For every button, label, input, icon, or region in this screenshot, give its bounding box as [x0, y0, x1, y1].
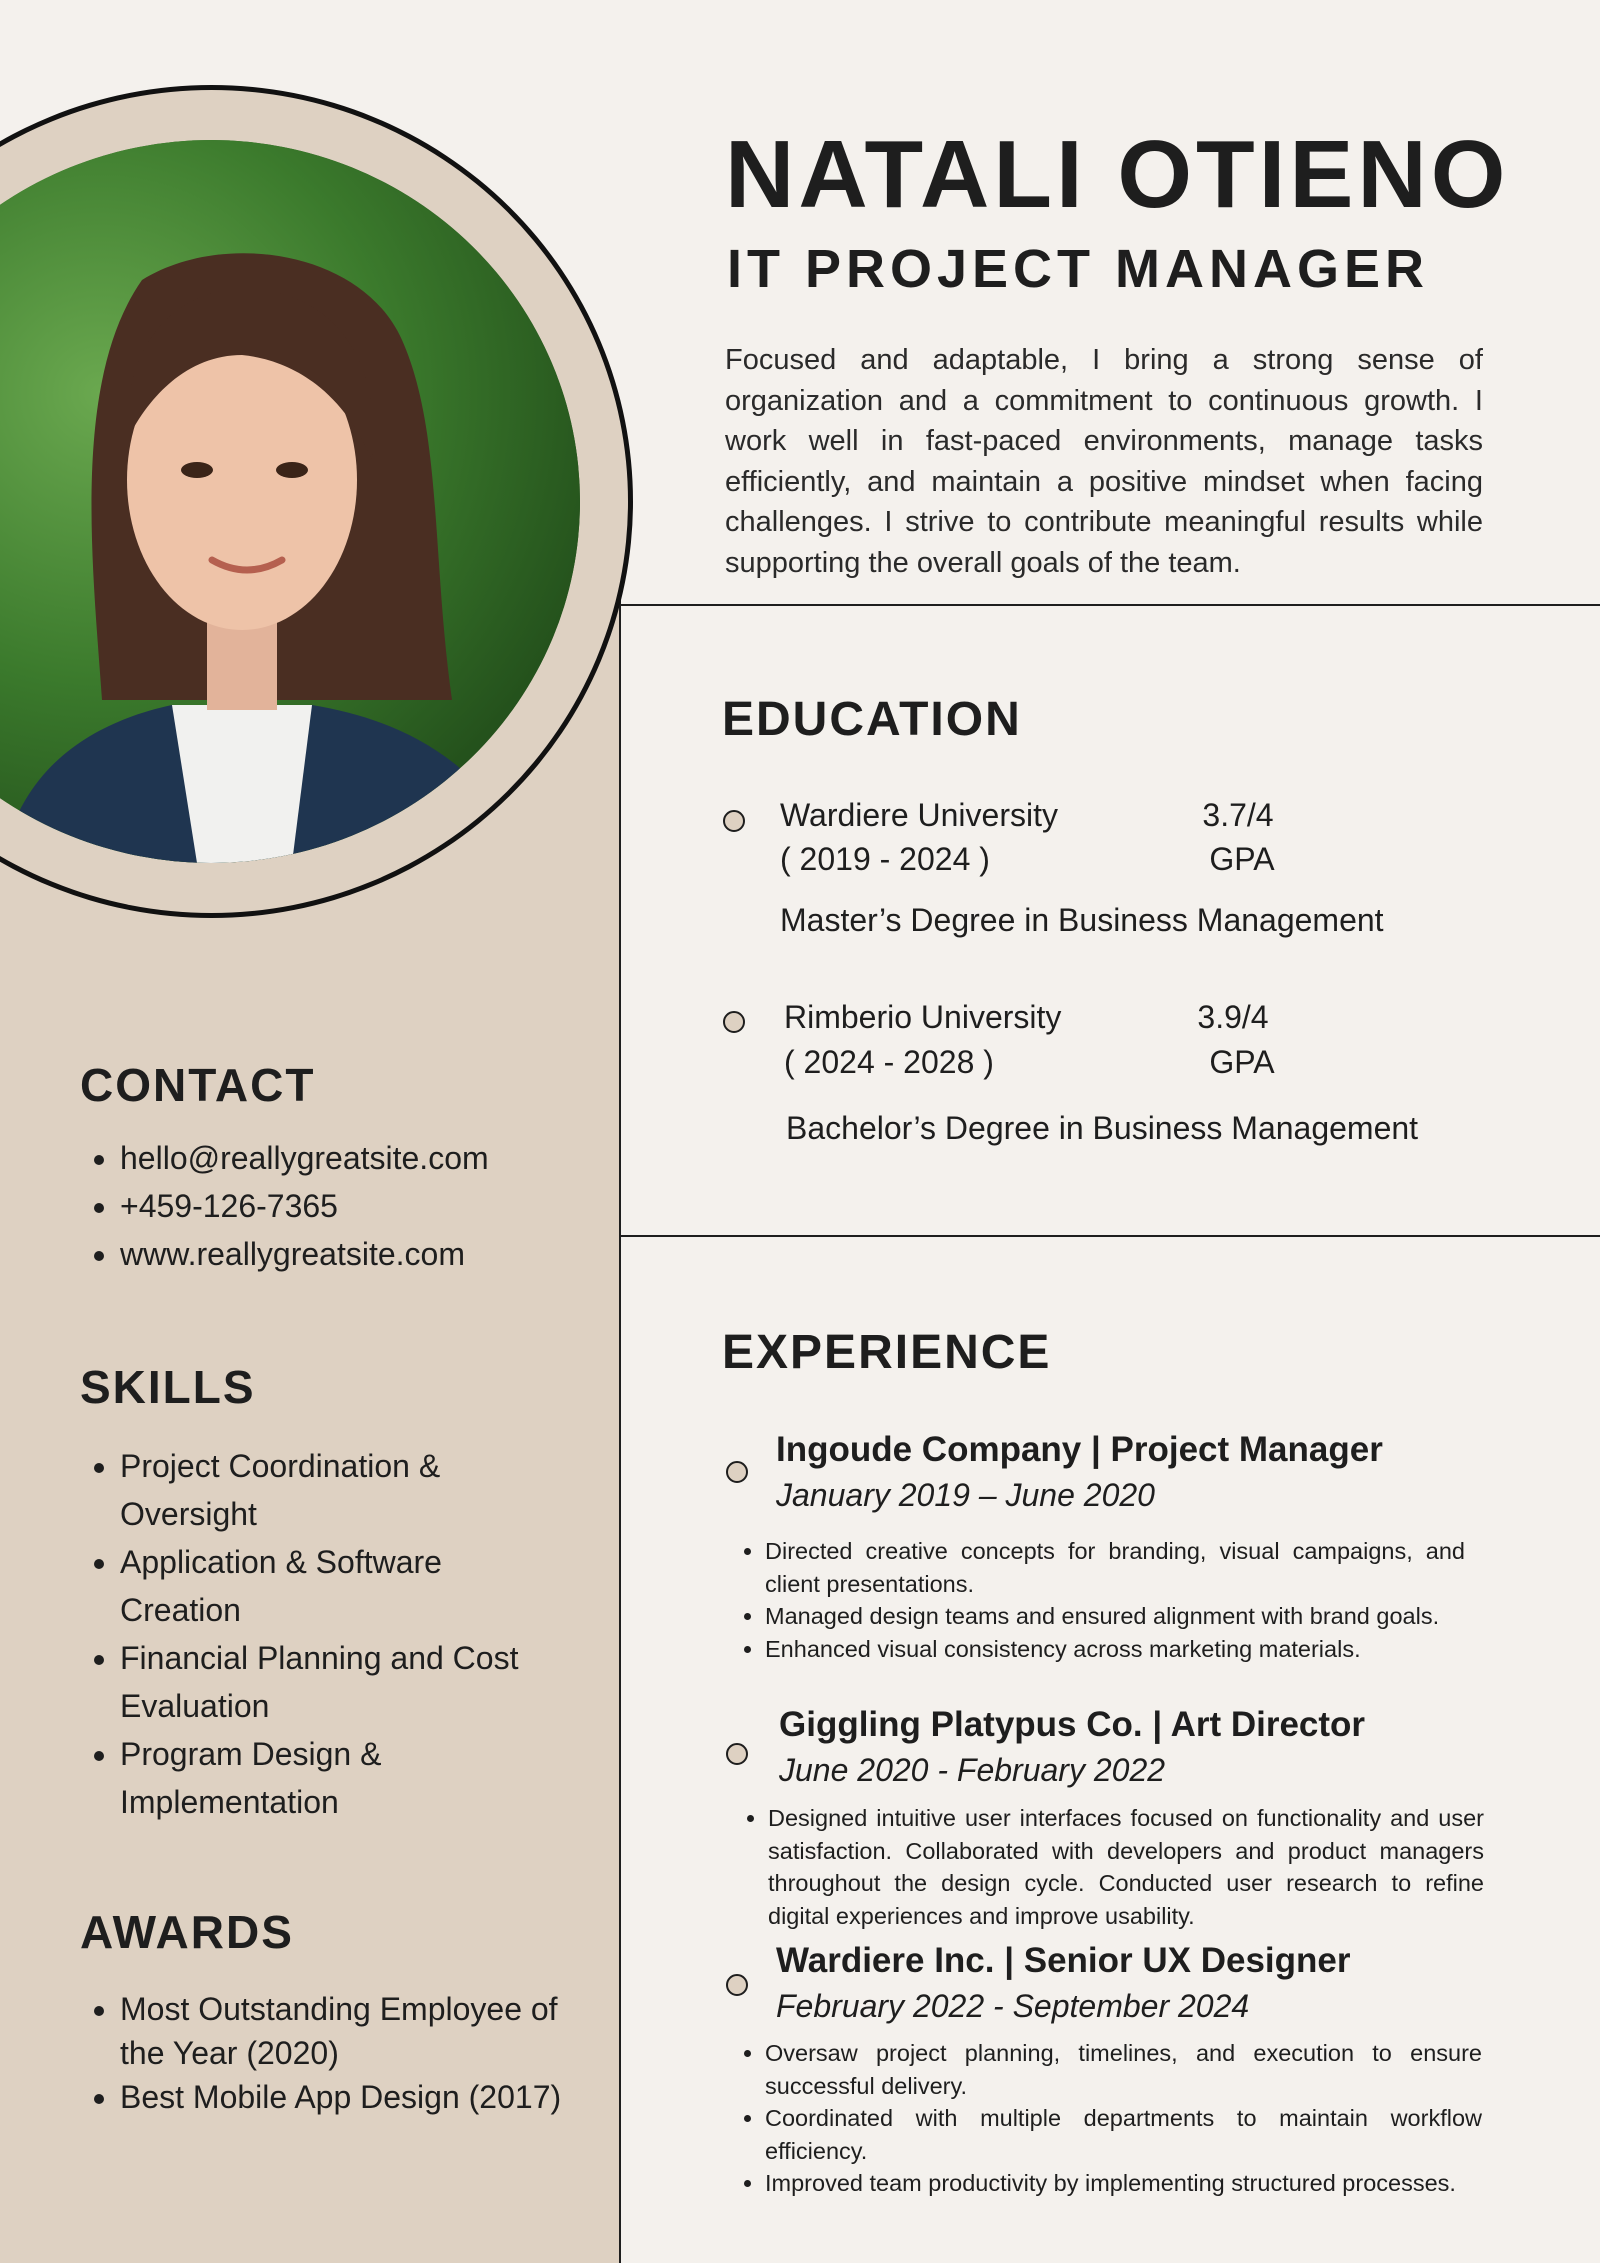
- education-gpa-label: GPA: [1209, 841, 1275, 877]
- job-bullet: • Directed creative concepts for branding, visual campaigns, and client presentations.: [765, 1535, 1465, 1600]
- skill-item: • Financial Planning and Cost Evaluation: [120, 1634, 560, 1730]
- education-bullet-icon: [723, 810, 745, 832]
- education-heading: EDUCATION: [722, 693, 1022, 746]
- experience-bullet-icon: [726, 1974, 748, 1996]
- job-title: Wardiere Inc. | Senior UX Designer: [776, 1941, 1351, 1980]
- job-title: Ingoude Company | Project Manager: [776, 1430, 1383, 1469]
- divider-education: [621, 1235, 1600, 1237]
- job-bullet: • Coordinated with multiple departments to maintain workflow efficiency.: [765, 2102, 1482, 2167]
- job-bullet: • Improved team productivity by implementing structured processes.: [765, 2167, 1482, 2200]
- skill-item: • Project Coordination & Oversight: [120, 1442, 560, 1538]
- skills-heading: SKILLS: [80, 1361, 256, 1413]
- portrait-illustration: [0, 140, 580, 863]
- job-dates: February 2022 - September 2024: [776, 1988, 1250, 2024]
- contact-phone[interactable]: • +459-126-7365: [120, 1182, 600, 1230]
- skill-item: • Program Design & Implementation: [120, 1730, 560, 1826]
- awards-section: [80, 1905, 600, 2119]
- profile-photo: [0, 140, 580, 863]
- divider-header: [621, 604, 1600, 606]
- profile-photo-frame: [0, 85, 633, 918]
- contact-email[interactable]: • hello@reallygreatsite.com: [120, 1134, 600, 1182]
- skills-section: [80, 1360, 600, 1826]
- skill-item: • Application & Software Creation: [120, 1538, 560, 1634]
- contact-website[interactable]: • www.reallygreatsite.com: [120, 1230, 600, 1278]
- experience-bullet-icon: [726, 1743, 748, 1765]
- education-gpa-label: GPA: [1209, 1044, 1275, 1080]
- skills-list: [80, 1442, 560, 1826]
- education-degree: Master’s Degree in Business Management: [780, 902, 1384, 938]
- job-bullet: • Managed design teams and ensured alignment with brand goals.: [765, 1600, 1465, 1633]
- candidate-role: IT PROJECT MANAGER: [727, 239, 1430, 299]
- job-title: Giggling Platypus Co. | Art Director: [779, 1705, 1366, 1744]
- education-school: Rimberio University: [784, 999, 1062, 1035]
- candidate-name: NATALI OTIENO: [725, 121, 1510, 228]
- profile-summary: Focused and adaptable, I bring a strong sense of organization and a commitment to continuous growth. I work well in fast-paced environments, manage tasks efficiently, and maintain a positive mindset when facing challenges. I strive to contribute meaningful results while supporting the overall goals of the team.: [725, 344, 1483, 579]
- job-bullets: [740, 1802, 1484, 1932]
- education-years: ( 2024 - 2028 ): [784, 1044, 994, 1080]
- contact-list: [80, 1134, 600, 1278]
- awards-heading: AWARDS: [80, 1906, 294, 1958]
- job-dates: June 2020 - February 2022: [779, 1752, 1166, 1788]
- education-bullet-icon: [723, 1011, 745, 1033]
- experience-heading: EXPERIENCE: [722, 1326, 1052, 1379]
- job-bullets: [737, 2037, 1482, 2200]
- awards-list: [80, 1987, 570, 2119]
- job-bullets: [737, 1535, 1465, 1665]
- contact-section: [80, 1058, 600, 1278]
- award-item: • Best Mobile App Design (2017): [120, 2075, 570, 2119]
- education-years: ( 2019 - 2024 ): [780, 841, 990, 877]
- job-dates: January 2019 – June 2020: [776, 1477, 1155, 1513]
- education-gpa-value: 3.9/4: [1197, 999, 1269, 1035]
- contact-heading: CONTACT: [80, 1059, 316, 1111]
- award-item: • Most Outstanding Employee of the Year (2020): [120, 1987, 570, 2075]
- education-school: Wardiere University: [780, 797, 1058, 833]
- job-bullet: • Oversaw project planning, timelines, and execution to ensure successful delivery.: [765, 2037, 1482, 2102]
- education-gpa-value: 3.7/4: [1202, 797, 1274, 833]
- experience-bullet-icon: [726, 1461, 748, 1483]
- job-bullet: • Enhanced visual consistency across marketing materials.: [765, 1633, 1465, 1666]
- education-degree: Bachelor’s Degree in Business Management: [786, 1110, 1419, 1146]
- job-bullet: • Designed intuitive user interfaces focused on functionality and user satisfaction. Collaborated with developers and product managers throughout the design cycle. Conducted user research to refine digital experiences and improve usability.: [768, 1802, 1484, 1932]
